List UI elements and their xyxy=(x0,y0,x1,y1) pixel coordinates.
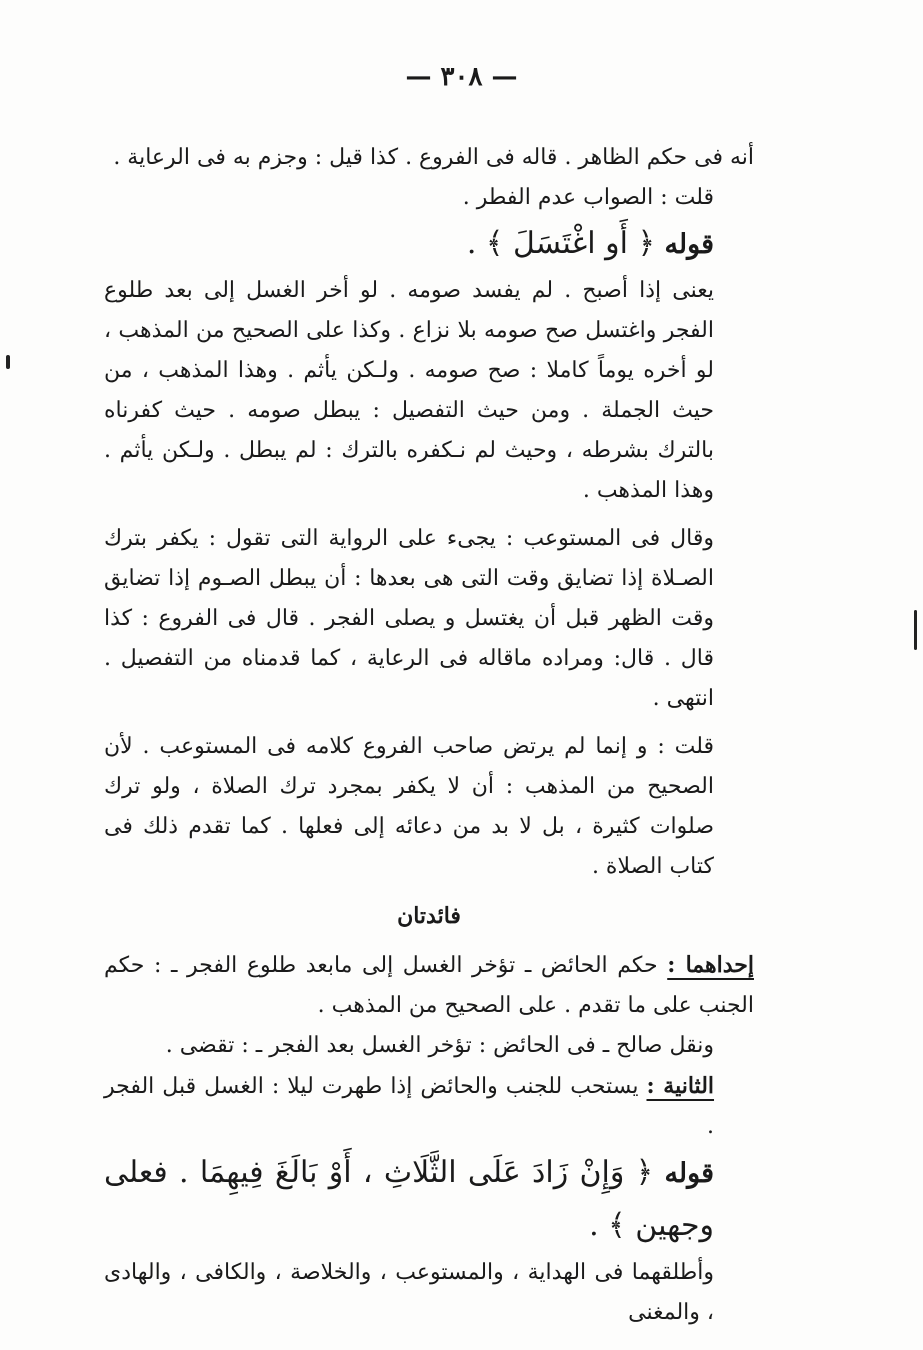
page-body xyxy=(104,138,754,1333)
paragraph-2: قلت : الصواب عدم الفطر . xyxy=(462,185,714,210)
heading-lead-word: قوله xyxy=(664,229,714,260)
paragraph-8 xyxy=(104,1066,754,1147)
first-point-text: حكم الحائض ـ تؤخر الغسل إلى مابعد طلوع الفجر ـ : حكم الجنب على ما تقدم . على الصحيح من المذهب . xyxy=(104,953,754,1018)
section-title: فائدتان xyxy=(397,903,461,929)
paragraph-3: يعنى إذا أصبح . لم يفسد صومه . لو أخر الغسل إلى بعد طلوع الفجر واغتسل صح صومه بلا نزاع . وكذا على الصحيح من المذهب ، لو أخره يوماً كاملا : صح صومه . ولـكن يأثم . وهذا المذهب ، من حيث الجملة . ومن حيث التفصيل : يبطل صومه . حيث كفرناه بالترك بشرطه ، وحيث لم نـكفره بالترك : لم يبطل . ولـكن يأثم . وهذا المذهب . xyxy=(104,278,714,503)
paragraph-1: أنه فى حكم الظاهر . قاله فى الفروع . كذا قيل : وجزم به فى الرعاية . xyxy=(113,145,754,170)
margin-mark xyxy=(914,610,917,650)
second-point-text: يستحب للجنب والحائض إذا طهرت ليلا : الغسل قبل الفجر . xyxy=(104,1074,714,1139)
commentary-heading-1 xyxy=(104,218,754,271)
paragraph-7: ونقل صالح ـ فى الحائض : تؤخر الغسل بعد الفجر ـ : تقضى . xyxy=(165,1033,714,1058)
margin-mark xyxy=(6,355,10,369)
second-point-label: الثانية : xyxy=(646,1073,715,1099)
page-number: — ٣٠٨ — xyxy=(405,62,518,92)
paragraph-6 xyxy=(104,945,754,1026)
commentary-heading-2 xyxy=(104,1147,754,1253)
paragraph-5: قلت : و إنما لم يرتض صاحب الفروع كلامه فى المستوعب . لأن الصحيح من المذهب : أن لا يكفر بمجرد ترك الصلاة ، ولو ترك صلوات كثيرة ، بل لا بد من دعائه إلى فعلها . كما تقدم ذلك فى كتاب الصلاة . xyxy=(104,734,714,879)
paragraph-9: وأطلقهما فى الهداية ، والمستوعب ، والخلاصة ، والكافى ، والهادى ، والمغنى xyxy=(104,1260,714,1325)
paragraph-4: وقال فى المستوعب : يجىء على الرواية التى تقول : يكفر بترك الصـلاة إذا تضايق وقت التى هى بعدها : أن يبطل الصـوم إذا تضايق وقت الظهر قبل أن يغتسل و يصلى الفجر . قال فى الفروع : كذا قال . قال: ومراده ماقاله فى الرعاية ، كما قدمناه من التفصيل . انتهى . xyxy=(104,526,714,711)
quoted-text: ﴿ أَو اغْتَسَلَ ﴾ . xyxy=(466,226,656,261)
first-point-label: إحداهما : xyxy=(667,952,754,978)
heading-lead-word: قوله xyxy=(664,1158,714,1189)
quoted-text: ﴿ وَإِنْ زَادَ عَلَى الثَّلَاثِ ، أَوْ بَالَغَ فِيهِمَا . فعلى وجهين ﴾ . xyxy=(104,1155,714,1243)
